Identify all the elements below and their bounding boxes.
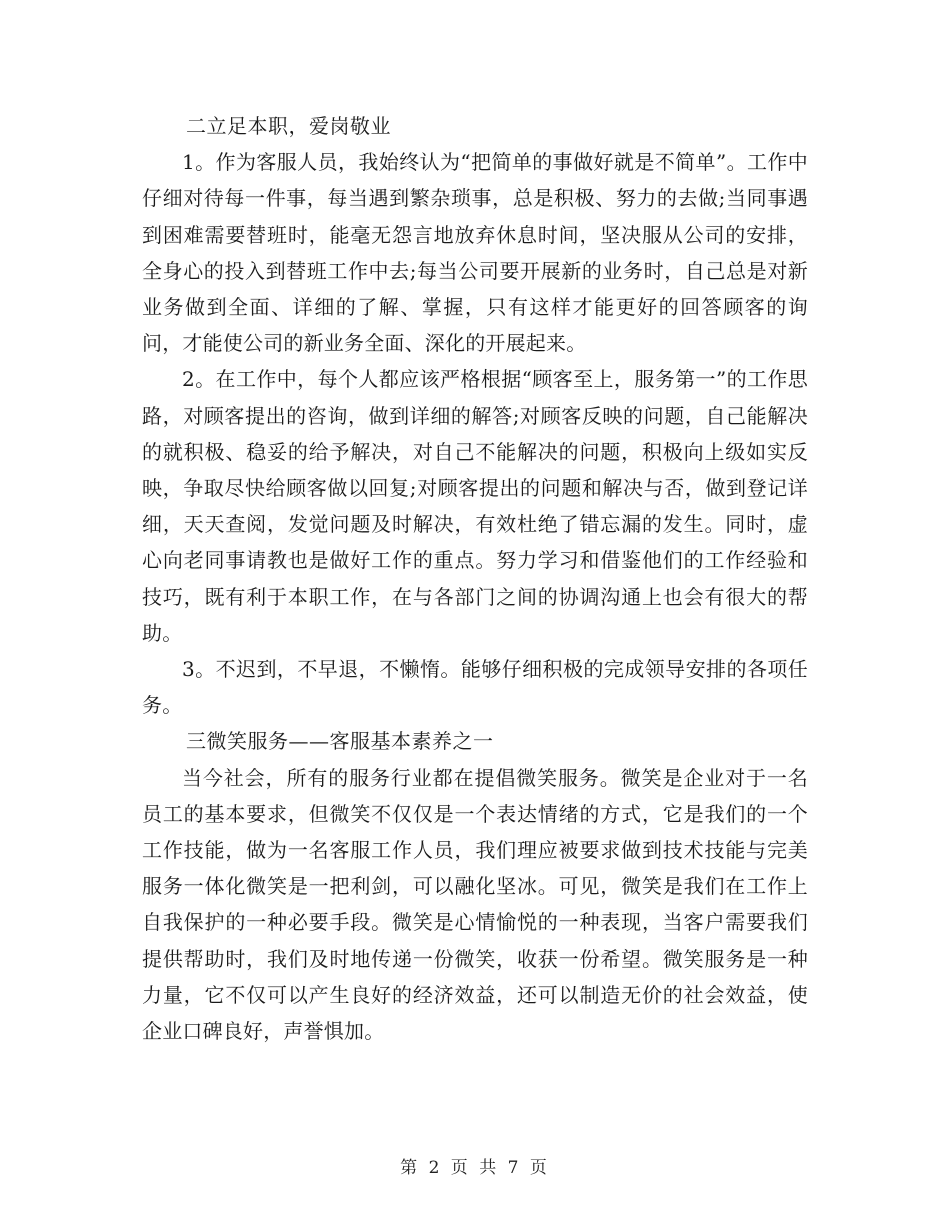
paragraph-1: 1。作为客服人员，我始终认为“把简单的事做好就是不简单”。工作中仔细对待每一件事，每当遇到繁杂琐事，总是积极、努力的去做;当同事遇到困难需要替班时，能毫无怨言地放弃休息时间，坚决服从公司的安排，全身心的投入到替班工作中去;每当公司要开展新的业务时，自己总是对新业务做到全面、详细的了解、掌握，只有这样才能更好的回答顾客的询问，才能使公司的新业务全面、深化的开展起来。 <box>142 150 808 356</box>
section-heading-2: 二立足本职，爱岗敬业 <box>186 114 391 138</box>
page-number-footer: 第 2 页 共 7 页 <box>400 1158 550 1178</box>
document-body <box>142 108 808 1049</box>
paragraph-3: 3。不迟到，不早退，不懒惰。能够仔细积极的完成领导安排的各项任务。 <box>142 657 808 718</box>
paragraph-2: 2。在工作中，每个人都应该严格根据“顾客至上，服务第一”的工作思路，对顾客提出的咨询，做到详细的解答;对顾客反映的问题，自己能解决的就积极、稳妥的给予解决，对自己不能解决的问题，积极向上级如实反映，争取尽快给顾客做以回复;对顾客提出的问题和解决与否，做到登记详细，天天查阅，发觉问题及时解决，有效杜绝了错忘漏的发生。同时，虚心向老同事请教也是做好工作的重点。努力学习和借鉴他们的工作经验和技巧，既有利于本职工作，在与各部门之间的协调沟通上也会有很大的帮助。 <box>142 367 808 645</box>
section-heading-3: 三微笑服务——客服基本素养之一 <box>186 729 494 754</box>
paragraph-4: 当今社会，所有的服务行业都在提倡微笑服务。微笑是企业对于一名员工的基本要求，但微笑不仅仅是一个表达情绪的方式，它是我们的一个工作技能，做为一名客服工作人员，我们理应被要求做到技术技能与完美服务一体化微笑是一把利剑，可以融化坚冰。可见，微笑是我们在工作上自我保护的一种必要手段。微笑是心情愉悦的一种表现，当客户需要我们提供帮助时，我们及时地传递一份微笑，收获一份希望。微笑服务是一种力量，它不仅可以产生良好的经济效益，还可以制造无价的社会效益，使企业口碑良好，声誉惧加。 <box>142 765 808 1044</box>
